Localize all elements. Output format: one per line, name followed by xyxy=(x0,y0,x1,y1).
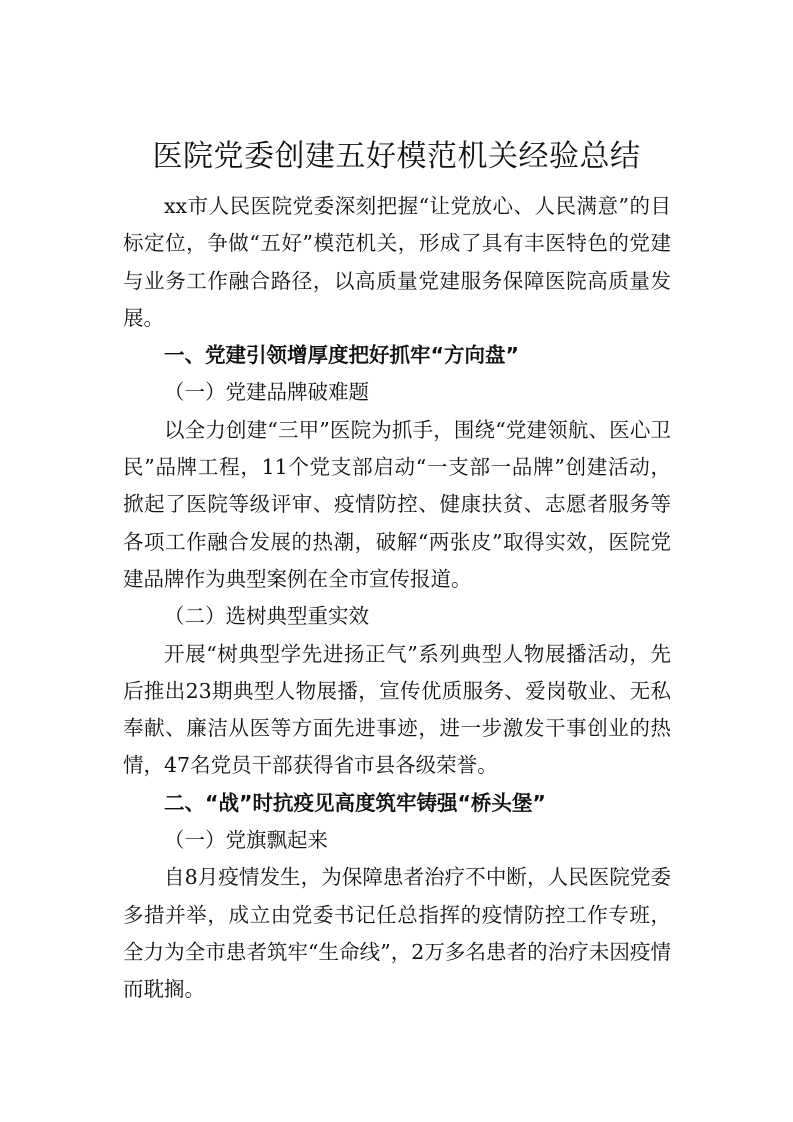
document-title: 医院党委创建五好模范机关经验总结 xyxy=(152,139,641,174)
section-1-1-heading: （一）党建品牌破难题 xyxy=(164,380,369,405)
intro-paragraph: xx市人民医院党委深刻把握“让党放心、人民满意”的目标定位，争做“五好”模范机关，形成了具有丰医特色的党建与业务工作融合路径，以高质量党建服务保障医院高质量发展。 xyxy=(123,194,671,330)
section-1-2-heading: （二）选树典型重实效 xyxy=(164,604,369,629)
section-2-1-heading: （一）党旗飘起来 xyxy=(164,828,328,853)
section-1-heading: 一、党建引领增厚度把好抓牢“方向盘” xyxy=(164,343,519,368)
section-2-1-paragraph: 自8月疫情发生，为保障患者治疗不中断，人民医院党委多措并举，成立由党委书记任总指挥的疫情防控工作专班，全力为全市患者筑牢“生命线”，2万多名患者的治疗未因疫情而耽搁。 xyxy=(123,865,671,1002)
section-1-2-paragraph: 开展“树典型学先进扬正气”系列典型人物展播活动，先后推出23期典型人物展播，宣传优质服务、爱岗敬业、无私奉献、廉洁从医等方面先进事迹，进一步激发干事创业的热情，47名党员干部获得省市县各级荣誉。 xyxy=(123,641,671,778)
document-body xyxy=(123,188,671,1009)
section-2-heading: 二、“战”时抗疫见高度筑牢铸强“桥头堡” xyxy=(164,790,546,815)
section-1-1-paragraph: 以全力创建“三甲”医院为抓手，围绕“党建领航、医心卫民”品牌工程，11个党支部启动“一支部一品牌”创建活动，掀起了医院等级评审、疫情防控、健康扶贫、志愿者服务等各项工作融合发展的热潮，破解“两张皮”取得实效，医院党建品牌作为典型案例在全市宣传报道。 xyxy=(123,417,671,591)
